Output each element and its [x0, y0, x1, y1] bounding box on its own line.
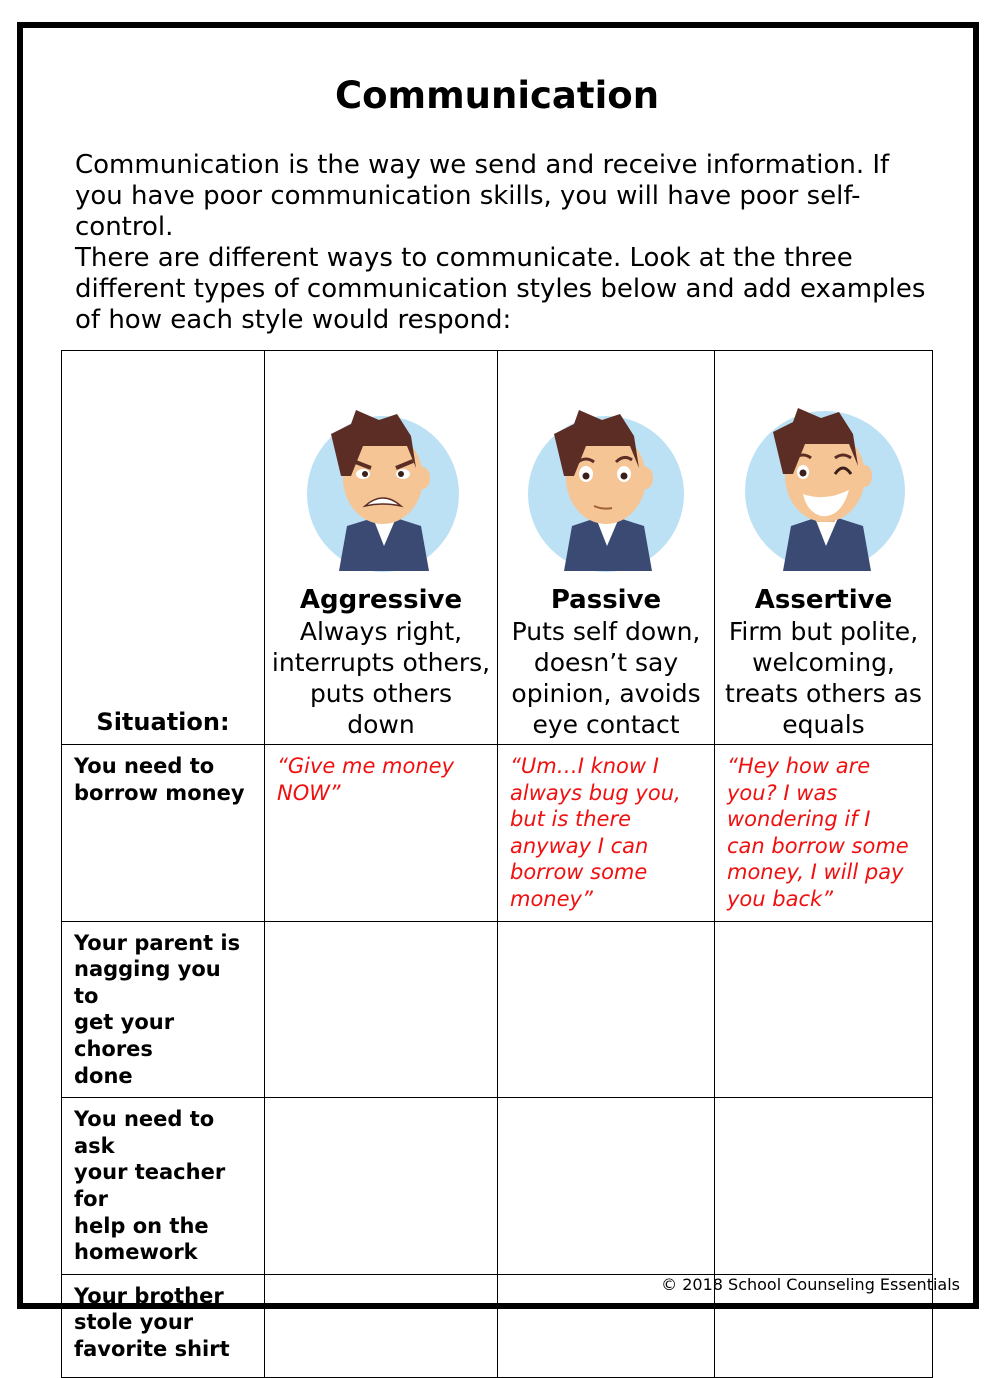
passive-example-cell[interactable] — [498, 1098, 715, 1275]
situation-header: Situation: — [96, 708, 230, 736]
situation-cell: Your brother stole your favorite shirt — [62, 1274, 265, 1377]
situation-header-cell — [62, 351, 265, 745]
passive-example-cell[interactable] — [498, 921, 715, 1098]
aggressive-example-cell[interactable] — [265, 921, 498, 1098]
communication-table — [61, 350, 933, 1378]
assertive-example-cell[interactable]: “Hey how are you? I was wondering if I can borrow some money, I will pay you back” — [715, 745, 933, 922]
intro-paragraph: Communication is the way we send and receive information. If you have poor communication skills, you will have poor self-control. There are different ways to communicate. Look at the three different types of communication styles below and add examples of how each style would respond: — [75, 150, 926, 335]
smiling-face-icon — [741, 406, 906, 571]
assertive-example-cell[interactable] — [715, 1098, 933, 1275]
style-name: Assertive — [754, 585, 893, 615]
aggressive-example-cell[interactable] — [265, 1274, 498, 1377]
style-name: Passive — [550, 585, 662, 615]
page-title: Communication — [334, 74, 660, 117]
style-header-assertive — [715, 351, 933, 745]
style-description: Firm but polite, welcoming, treats others as equals — [725, 617, 922, 739]
style-name: Aggressive — [299, 585, 463, 615]
aggressive-example-cell[interactable]: “Give me money NOW” — [265, 745, 498, 922]
copyright-notice: © 2018 School Counseling Essentials — [661, 1275, 960, 1294]
table-row — [62, 745, 933, 922]
header-row — [62, 351, 933, 745]
assertive-example-cell[interactable] — [715, 921, 933, 1098]
style-header-aggressive — [265, 351, 498, 745]
situation-cell: You need to ask your teacher for help on the homework — [62, 1098, 265, 1275]
situation-cell: You need to borrow money — [62, 745, 265, 922]
passive-example-cell[interactable]: “Um…I know I always bug you, but is there anyway I can borrow some money” — [498, 745, 715, 922]
style-description: Puts self down, doesn’t say opinion, avoids eye contact — [511, 617, 701, 739]
table-row — [62, 921, 933, 1098]
style-header-passive — [498, 351, 715, 745]
style-description: Always right, interrupts others, puts others down — [271, 617, 491, 739]
aggressive-example-cell[interactable] — [265, 1098, 498, 1275]
angry-face-icon — [301, 406, 461, 571]
table-row — [62, 1098, 933, 1275]
situation-cell: Your parent is nagging you to get your chores done — [62, 921, 265, 1098]
unsure-face-icon — [526, 406, 686, 571]
